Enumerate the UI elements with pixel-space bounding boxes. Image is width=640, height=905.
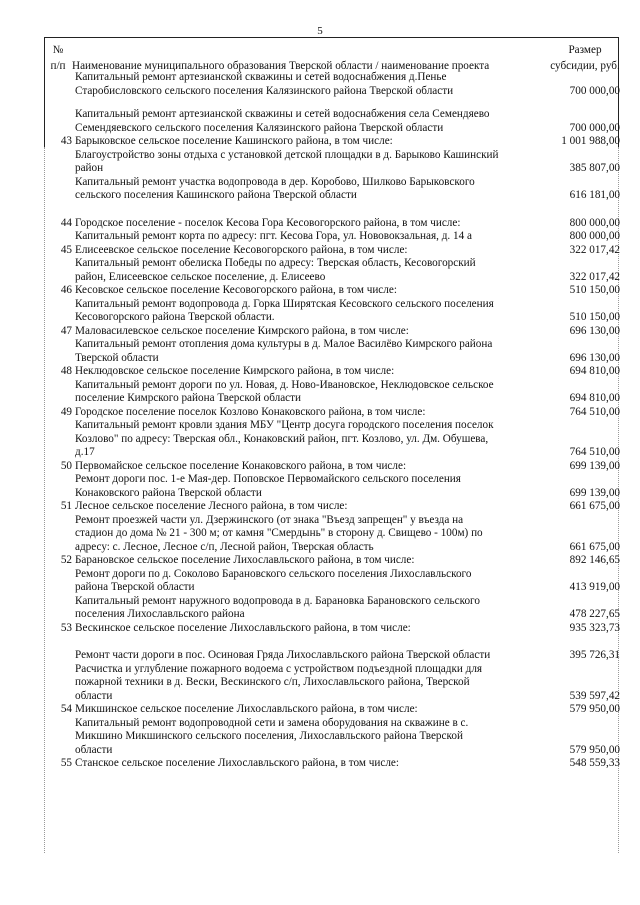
column-header-amount (550, 42, 620, 74)
subsidy-amount: 699 139,00 (569, 459, 620, 472)
subsidy-amount: 322 017,42 (569, 243, 620, 256)
project-name: Капитальный ремонт артезианской скважины и сетей водоснабжения д.Пенье Старобисловского сельского поселения Калязинского района Тверской области (75, 71, 454, 97)
municipality-row (44, 757, 620, 771)
municipality-row (44, 284, 620, 298)
subsidy-amount: 694 810,00 (569, 392, 620, 404)
project-row (44, 149, 620, 176)
subsidy-amount: 510 150,00 (569, 284, 620, 296)
municipality-row (44, 244, 620, 258)
project-row (44, 298, 620, 325)
row-number: 50 (60, 459, 72, 472)
subsidy-amount: 696 130,00 (569, 324, 620, 337)
subsidy-amount: 385 807,00 (569, 162, 620, 174)
project-row (44, 419, 620, 460)
project-name: Капитальный ремонт дороги по ул. Новая, д. Ново-Ивановское, Неклюдовское сельское поселение Кимрского района Тверской области (75, 378, 494, 404)
municipality-row (44, 554, 620, 568)
project-name: Капитальный ремонт участка водопровода в дер. Коробово, Шилково Барыковского сельского поселения Кашинского района Тверской области (75, 175, 475, 201)
subsidy-amount: 510 150,00 (569, 311, 620, 323)
project-row (44, 663, 620, 704)
subsidy-amount: 539 597,42 (569, 689, 620, 702)
project-row (44, 514, 620, 555)
project-name: Расчистка и углубление пожарного водоема с устройством подъездной площадки для пожарной техники в д. Вески, Вескинского с/п, Лихославльского района, Тверской области (75, 662, 483, 702)
row-number: 48 (60, 365, 72, 377)
subsidy-amount: 764 510,00 (569, 446, 620, 458)
project-row (44, 176, 620, 203)
municipality-name: Городское поселение поселок Козлово Конаковского района, в том числе: (75, 405, 426, 418)
subsidy-amount: 694 810,00 (569, 365, 620, 377)
subsidy-amount: 696 130,00 (569, 351, 620, 364)
project-name: Капитальный ремонт водопровода д. Горка Ширятская Кесовского сельского поселения Кесовогорского района Тверской области. (75, 297, 494, 323)
project-row (44, 595, 620, 622)
project-row (44, 717, 620, 758)
column-header-amount-line2: субсидии, руб. (550, 60, 620, 72)
project-name: Ремонт дороги пос. 1-е Мая-дер. Поповское Первомайского сельского поселения Конаковского района Тверской области (75, 473, 461, 499)
column-header-number-line1: № (52, 44, 64, 56)
municipality-name: Вескинское сельское поселение Лихославльского района, в том числе: (75, 621, 411, 634)
subsidy-amount: 548 559,33 (569, 757, 620, 769)
municipality-row (44, 460, 620, 474)
subsidy-amount: 413 919,00 (569, 581, 620, 593)
project-name: Капитальный ремонт корта по адресу: пгт. Кесова Гора, ул. Нововокзальная, д. 14 а (75, 230, 472, 242)
project-name: Ремонт проезжей части ул. Дзержинского (от знака "Въезд запрещен" у въезда на стадион до дома № 21 - 300 м; от камня "Смердынь" в сторону д. Свищево - 100м) по адресу: с. Лесное, Лесное с/п, Лесной район, Тверская область (75, 513, 483, 553)
subsidy-amount: 764 510,00 (569, 405, 620, 418)
subsidy-amount: 478 227,65 (569, 608, 620, 620)
project-row (44, 379, 620, 406)
row-number: 55 (60, 757, 72, 769)
municipality-name: Маловасилевское сельское поселение Кимрского района, в том числе: (75, 324, 409, 337)
municipality-row (44, 500, 620, 514)
municipality-row (44, 365, 620, 379)
project-name: Капитальный ремонт обелиска Победы по адресу: Тверская область, Кесовогорский район, Елисеевское сельское поселение, д. Елисеево (75, 257, 476, 283)
project-name: Капитальный ремонт отопления дома культуры в д. Малое Василёво Кимрского района Тверской области (75, 338, 493, 364)
row-number: 45 (60, 243, 72, 256)
subsidy-amount: 395 726,31 (569, 649, 620, 661)
subsidy-amount: 616 181,00 (569, 189, 620, 201)
municipality-name: Елисеевское сельское поселение Кесовогорского района, в том числе: (75, 243, 408, 256)
row-number: 52 (60, 554, 72, 566)
row-number: 49 (60, 405, 72, 418)
table-top-border (44, 37, 618, 38)
subsidy-amount: 800 000,00 (569, 216, 620, 229)
municipality-name: Городское поселение - поселок Кесова Гора Кесовогорского района, в том числе: (75, 216, 461, 229)
municipality-row (44, 217, 620, 231)
row-number: 44 (60, 216, 72, 229)
project-row (44, 71, 620, 98)
subsidy-table-body (44, 71, 620, 771)
municipality-name: Кесовское сельское поселение Кесовогорского района, в том числе: (75, 284, 397, 296)
row-number: 47 (60, 324, 72, 337)
project-row (44, 108, 620, 135)
project-row (44, 338, 620, 365)
municipality-name: Неклюдовское сельское поселение Кимрского района, в том числе: (75, 365, 395, 377)
subsidy-amount: 661 675,00 (569, 500, 620, 512)
project-name: Капитальный ремонт кровли здания МБУ "Центр досуга городского поселения поселок Козлово" по адресу: Тверская обл., Конаковский район, пгт. Козлово, ул. Дм. Обушева, д.17 (75, 419, 494, 458)
project-row (44, 230, 620, 244)
subsidy-amount: 1 001 988,00 (561, 135, 620, 147)
project-name: Ремонт дороги по д. Соколово Барановского сельского поселения Лихославльского района Тверской области (75, 567, 472, 593)
municipality-name: Барыковское сельское поселение Кашинского района, в том числе: (75, 135, 393, 147)
subsidy-amount: 579 950,00 (569, 743, 620, 756)
subsidy-amount: 322 017,42 (569, 270, 620, 283)
municipality-row (44, 135, 620, 149)
municipality-row (44, 406, 620, 420)
municipality-name: Станское сельское поселение Лихославльского района, в том числе: (75, 757, 399, 769)
project-name: Ремонт части дороги в пос. Осиновая Гряда Лихославльского района Тверской области (75, 649, 491, 661)
municipality-name: Микшинское сельское поселение Лихославльского района, в том числе: (75, 703, 418, 715)
subsidy-amount: 661 675,00 (569, 540, 620, 553)
project-row (44, 257, 620, 284)
column-header-number-line2: п/п (50, 60, 66, 72)
project-name: Благоустройство зоны отдыха с установкой детской площадки в д. Барыково Кашинский район (75, 148, 499, 174)
subsidy-amount: 700 000,00 (569, 84, 620, 97)
project-row (44, 649, 620, 663)
municipality-name: Лесное сельское поселение Лесного района, в том числе: (75, 500, 348, 512)
subsidy-amount: 700 000,00 (569, 121, 620, 134)
row-number: 43 (60, 135, 72, 147)
project-name: Капитальный ремонт артезианской скважины и сетей водоснабжения села Семендяево Семендяевского сельского поселения Калязинского района Тверской области (75, 108, 490, 134)
project-name: Капитальный ремонт наружного водопровода в д. Барановка Барановского сельского поселения Лихославльского района (75, 594, 480, 620)
subsidy-amount: 935 323,73 (569, 621, 620, 634)
project-name: Капитальный ремонт водопроводной сети и замена оборудования на скважине в с. Микшино Микшинского сельского поселения, Лихославльского района Тверской области (75, 716, 469, 756)
row-number: 53 (60, 621, 72, 634)
column-header-name: Наименование муниципального образования Тверской области / наименование проекта (72, 60, 490, 72)
row-number: 46 (60, 284, 72, 296)
subsidy-amount: 892 146,65 (569, 554, 620, 566)
subsidy-amount: 800 000,00 (569, 230, 620, 242)
municipality-row (44, 622, 620, 636)
page-number: 5 (317, 25, 323, 37)
municipality-name: Первомайское сельское поселение Конаковского района, в том числе: (75, 459, 407, 472)
row-number: 54 (60, 703, 72, 715)
subsidy-amount: 579 950,00 (569, 703, 620, 715)
project-row (44, 473, 620, 500)
column-header-number (44, 42, 72, 74)
municipality-row (44, 703, 620, 717)
municipality-row (44, 325, 620, 339)
row-number: 51 (60, 500, 72, 512)
subsidy-amount: 699 139,00 (569, 486, 620, 499)
project-row (44, 568, 620, 595)
column-header-amount-line1: Размер (568, 44, 602, 56)
municipality-name: Барановское сельское поселение Лихославльского района, в том числе: (75, 554, 415, 566)
